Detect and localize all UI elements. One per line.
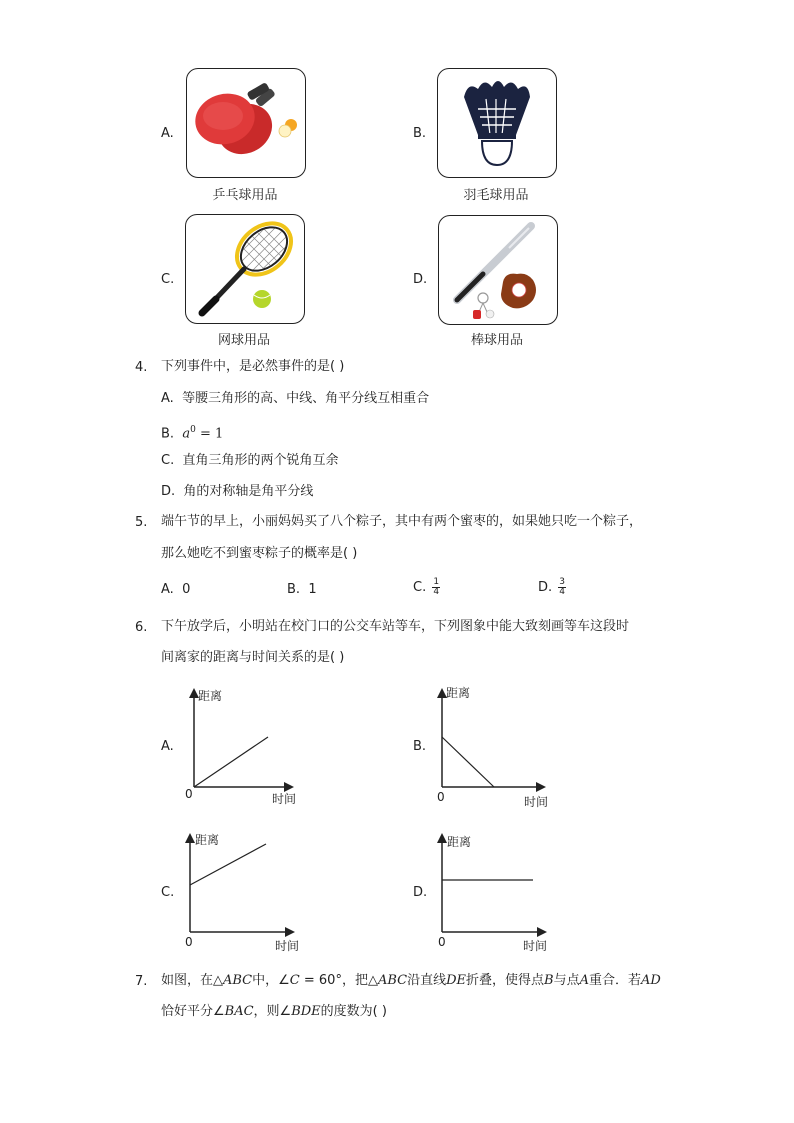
q6-graph-d-xlabel: 时间: [523, 939, 548, 953]
q5-option-c[interactable]: [413, 578, 440, 598]
q5-stem-line2: 那么她吃不到蜜枣粽子的概率是( ): [161, 546, 358, 561]
q5-option-b[interactable]: [287, 580, 317, 600]
q4-option-c-letter: C.: [161, 453, 175, 468]
q6-stem-line1: 下午放学后，小明站在校门口的公交车站等车，下列图象中能大致刻画等车这段时: [161, 619, 630, 634]
q6-graph-b-ylabel: 距离: [446, 686, 471, 700]
option-d-letter: D.: [413, 272, 428, 287]
q6-option-d-letter: D.: [413, 885, 428, 900]
q6-graph-c-origin: 0: [185, 935, 193, 949]
shuttlecock-icon: [438, 69, 556, 177]
q6-graph-a-origin: 0: [185, 787, 193, 801]
option-c-letter: C.: [161, 272, 175, 287]
q4-option-d[interactable]: [161, 482, 313, 502]
q6-graph-c-xlabel: 时间: [275, 939, 300, 953]
q6-graph-d-origin: 0: [438, 935, 446, 949]
q5-stem-line1: 端午节的早上，小丽妈妈买了八个粽子，其中有两个蜜枣的，如果她只吃一个粽子，: [161, 514, 643, 529]
q4-number: 4.: [135, 360, 148, 375]
q6-graph-a-ylabel: 距离: [198, 689, 223, 703]
option-b-letter: B.: [413, 126, 427, 141]
q5-option-a-text: 0: [182, 582, 191, 597]
q6-option-b-letter: B.: [413, 739, 427, 754]
q4-option-b-rest: = 1: [195, 426, 224, 442]
baseball-equipment-icon: [439, 216, 557, 324]
option-a-image[interactable]: [186, 68, 306, 178]
q6-graph-c-ylabel: 距离: [195, 833, 220, 847]
q6-number: 6.: [135, 620, 148, 635]
q4-option-a-letter: A.: [161, 391, 174, 406]
q6-graph-d[interactable]: [429, 828, 569, 953]
q4-option-b-exponent: 0: [190, 425, 196, 435]
q5-option-b-letter: B.: [287, 582, 301, 597]
q6-graph-b[interactable]: [428, 683, 568, 808]
q6-option-a-letter: A.: [161, 739, 174, 754]
q4-option-a-text: 等腰三角形的高、中线、角平分线互相重合: [182, 391, 430, 406]
q6-option-c-letter: C.: [161, 885, 175, 900]
q5-option-c-letter: C.: [413, 580, 427, 595]
q5-option-c-numerator: 1: [433, 577, 440, 587]
q4-option-c-text: 直角三角形的两个锐角互余: [182, 453, 339, 468]
q5-option-d[interactable]: [538, 578, 566, 598]
q5-option-a[interactable]: [161, 580, 190, 600]
q4-option-b-letter: B.: [161, 426, 175, 442]
q6-graph-b-xlabel: 时间: [524, 795, 549, 809]
q5-option-c-denominator: 4: [433, 587, 440, 597]
q5-option-d-letter: D.: [538, 580, 553, 595]
q7-stem-line1: 如图，在△ABC中，∠C = 60°，把△ABC沿直线DE折叠，使得点B与点A重合．若AD: [161, 973, 661, 988]
q7-stem-line2: 恰好平分∠BAC，则∠BDE的度数为( ): [161, 1004, 387, 1019]
q4-stem: 下列事件中，是必然事件的是( ): [161, 359, 345, 374]
q4-option-b[interactable]: [161, 420, 223, 444]
q6-graph-a[interactable]: [180, 683, 320, 808]
ping-pong-paddles-icon: [187, 69, 305, 177]
q6-stem-line2: 间离家的距离与时间关系的是( ): [161, 650, 345, 665]
q6-graph-d-ylabel: 距离: [447, 835, 472, 849]
q5-option-b-text: 1: [308, 582, 317, 597]
tennis-racket-icon: [186, 215, 304, 323]
q4-option-d-text: 角的对称轴是角平分线: [183, 484, 314, 499]
q5-option-a-letter: A.: [161, 582, 174, 597]
option-d-image[interactable]: [438, 215, 558, 325]
option-a-caption: 乒乓球用品: [212, 188, 278, 203]
option-c-image[interactable]: [185, 214, 305, 324]
q4-option-d-letter: D.: [161, 484, 176, 499]
option-c-caption: 网球用品: [217, 333, 270, 348]
q5-option-d-fraction: [558, 578, 566, 597]
q6-graph-a-xlabel: 时间: [272, 792, 297, 806]
q5-option-d-numerator: 3: [559, 577, 566, 587]
q4-option-a[interactable]: [161, 389, 429, 409]
option-b-caption: 羽毛球用品: [463, 188, 529, 203]
q4-option-b-base: a: [182, 426, 191, 442]
q6-graph-b-axes: [428, 683, 568, 808]
q4-option-c[interactable]: [161, 451, 339, 471]
q6-graph-c[interactable]: [177, 828, 317, 953]
q7-number: 7.: [135, 974, 148, 989]
option-b-image[interactable]: [437, 68, 557, 178]
q6-graph-b-origin: 0: [437, 790, 445, 804]
q5-option-d-denominator: 4: [559, 587, 566, 597]
option-d-caption: 棒球用品: [470, 333, 523, 348]
q5-option-c-fraction: [432, 578, 440, 597]
option-a-letter: A.: [161, 126, 174, 141]
q5-number: 5.: [135, 515, 148, 530]
